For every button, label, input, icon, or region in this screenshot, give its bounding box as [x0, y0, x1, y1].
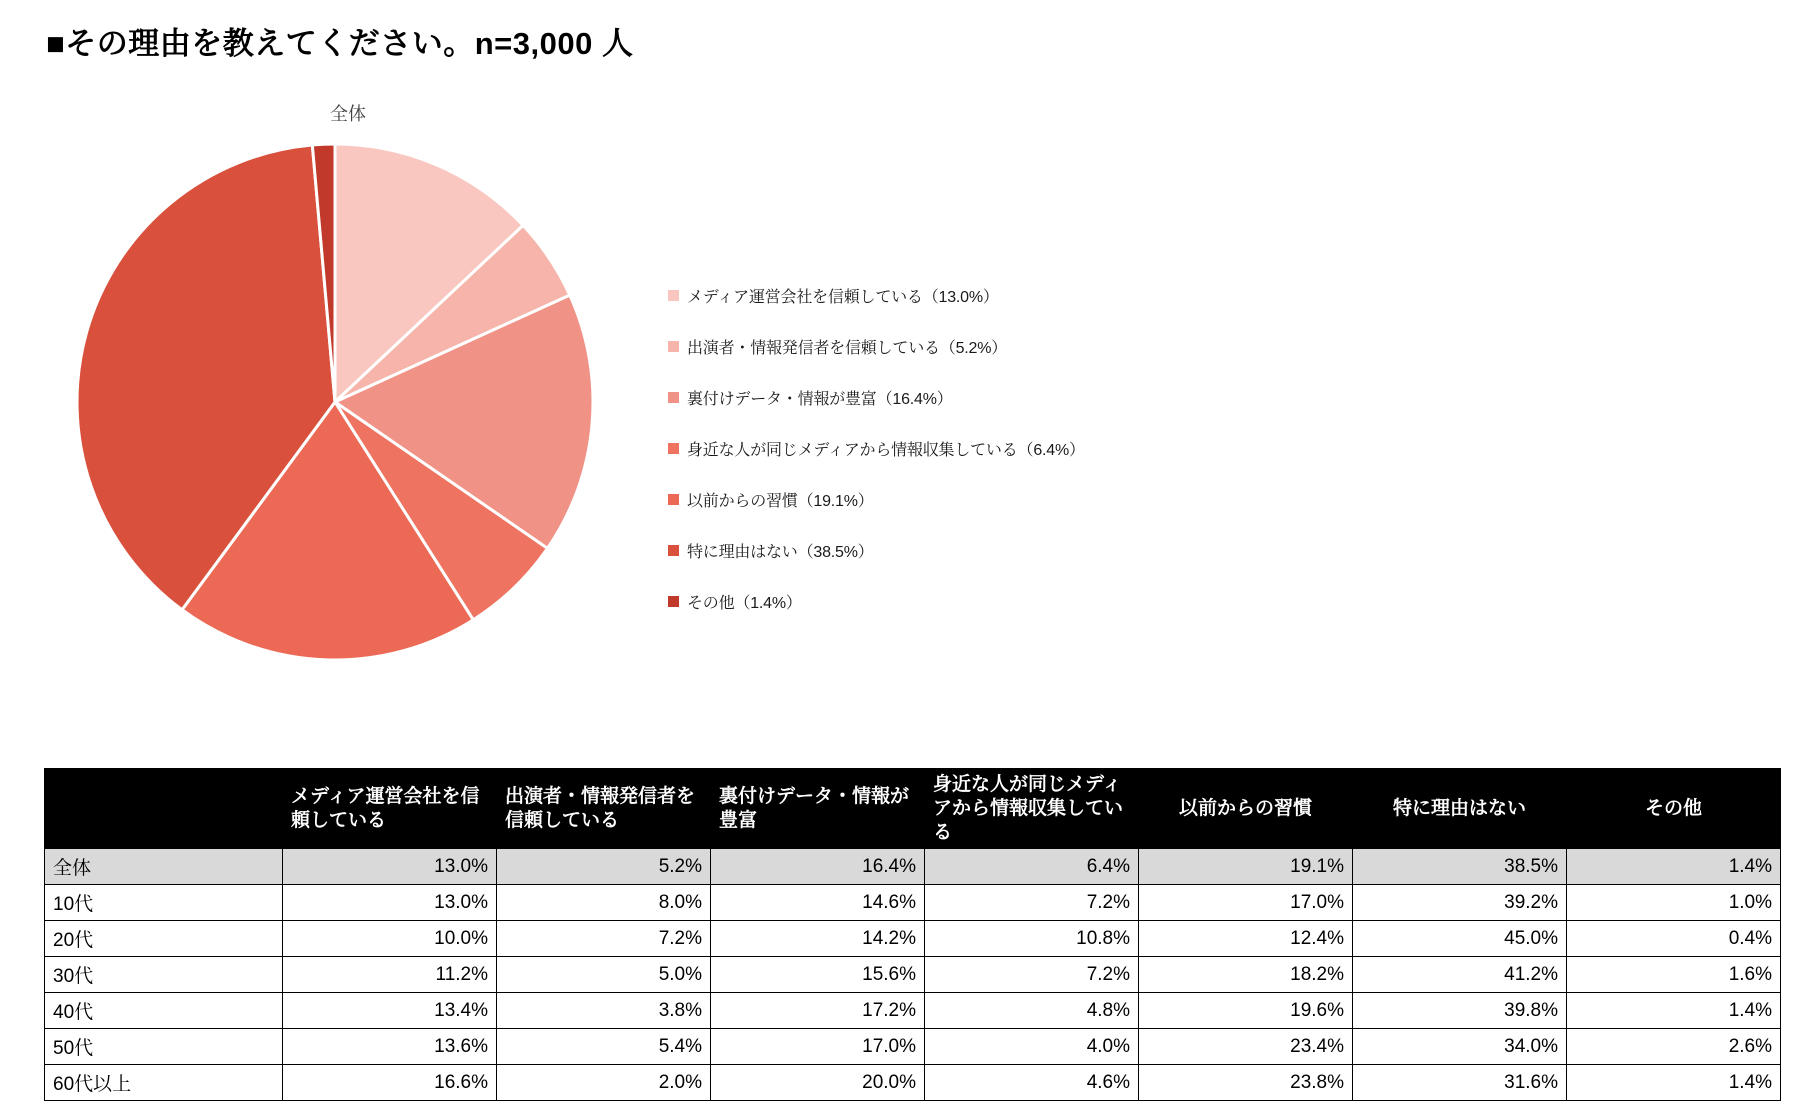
table-header-row [45, 769, 1781, 849]
table-cell: 13.0% [283, 849, 497, 885]
page-title: ■その理由を教えてください。n=3,000 人 [46, 26, 634, 61]
table-cell: 20.0% [711, 1065, 925, 1101]
legend-item [668, 576, 1368, 627]
table-column-header: 出演者・情報発信者を信頼している [497, 769, 711, 849]
table-cell: 1.6% [1567, 957, 1781, 993]
table-cell: 3.8% [497, 993, 711, 1029]
table-cell: 6.4% [925, 849, 1139, 885]
legend-item-label: メディア運営会社を信頼している（13.0%） [687, 289, 999, 306]
table-row-label: 50代 [45, 1029, 283, 1065]
legend-swatch-icon [668, 290, 679, 301]
table-cell: 7.2% [497, 921, 711, 957]
legend-item-label: 身近な人が同じメディアから情報収集している（6.4%） [687, 442, 1085, 459]
table-row [45, 1065, 1781, 1101]
table-cell: 2.6% [1567, 1029, 1781, 1065]
table-cell: 34.0% [1353, 1029, 1567, 1065]
table-column-header: 身近な人が同じメディアから情報収集している [925, 769, 1139, 849]
pie-chart-section [0, 95, 1812, 735]
table-row [45, 993, 1781, 1029]
table-cell: 1.4% [1567, 849, 1781, 885]
table-column-header: メディア運営会社を信頼している [283, 769, 497, 849]
table-cell: 1.4% [1567, 1065, 1781, 1101]
table-cell: 14.2% [711, 921, 925, 957]
table-corner-cell [45, 769, 283, 849]
table-cell: 16.6% [283, 1065, 497, 1101]
table-cell: 12.4% [1139, 921, 1353, 957]
table-cell: 2.0% [497, 1065, 711, 1101]
table-cell: 17.0% [1139, 885, 1353, 921]
table-cell: 39.8% [1353, 993, 1567, 1029]
table-row [45, 921, 1781, 957]
legend-item [668, 372, 1368, 423]
pie-chart-svg [55, 122, 615, 682]
legend-item [668, 474, 1368, 525]
table-cell: 13.4% [283, 993, 497, 1029]
legend-item [668, 525, 1368, 576]
table-cell: 10.0% [283, 921, 497, 957]
table-cell: 4.0% [925, 1029, 1139, 1065]
pie-chart-caption: 全体 [330, 104, 366, 124]
table-cell: 18.2% [1139, 957, 1353, 993]
table-cell: 4.8% [925, 993, 1139, 1029]
table-cell: 17.0% [711, 1029, 925, 1065]
legend-swatch-icon [668, 341, 679, 352]
table-cell: 17.2% [711, 993, 925, 1029]
table-cell: 41.2% [1353, 957, 1567, 993]
table-row-label: 全体 [45, 849, 283, 885]
table-cell: 38.5% [1353, 849, 1567, 885]
table-cell: 5.0% [497, 957, 711, 993]
table-cell: 0.4% [1567, 921, 1781, 957]
legend-item-label: その他（1.4%） [687, 595, 802, 612]
table-cell: 11.2% [283, 957, 497, 993]
table-cell: 5.4% [497, 1029, 711, 1065]
legend-swatch-icon [668, 545, 679, 556]
table-cell: 23.4% [1139, 1029, 1353, 1065]
legend-item-label: 以前からの習慣（19.1%） [687, 493, 874, 510]
table-column-header: 以前からの習慣 [1139, 769, 1353, 849]
pie-slices [77, 144, 593, 660]
table-row [45, 849, 1781, 885]
legend-item-label: 特に理由はない（38.5%） [687, 544, 874, 561]
table-column-header: 特に理由はない [1353, 769, 1567, 849]
legend-swatch-icon [668, 494, 679, 505]
table-cell: 13.0% [283, 885, 497, 921]
legend-item-label: 出演者・情報発信者を信頼している（5.2%） [687, 340, 1008, 357]
table-row-label: 20代 [45, 921, 283, 957]
table-cell: 39.2% [1353, 885, 1567, 921]
data-table [44, 768, 1781, 1101]
legend-item [668, 423, 1368, 474]
table-column-header: その他 [1567, 769, 1781, 849]
table-body [45, 849, 1781, 1101]
table-cell: 45.0% [1353, 921, 1567, 957]
table-row-label: 40代 [45, 993, 283, 1029]
table-row [45, 957, 1781, 993]
table-row [45, 1029, 1781, 1065]
table-cell: 5.2% [497, 849, 711, 885]
pie-chart-legend [668, 270, 1368, 627]
table-row-label: 30代 [45, 957, 283, 993]
table-cell: 8.0% [497, 885, 711, 921]
table-cell: 4.6% [925, 1065, 1139, 1101]
table-cell: 7.2% [925, 885, 1139, 921]
legend-item [668, 270, 1368, 321]
table-cell: 1.4% [1567, 993, 1781, 1029]
table-cell: 7.2% [925, 957, 1139, 993]
table-cell: 13.6% [283, 1029, 497, 1065]
table-row-label: 60代以上 [45, 1065, 283, 1101]
table-cell: 19.1% [1139, 849, 1353, 885]
table-header [45, 769, 1781, 849]
table-cell: 1.0% [1567, 885, 1781, 921]
table-cell: 19.6% [1139, 993, 1353, 1029]
table-row-label: 10代 [45, 885, 283, 921]
legend-swatch-icon [668, 443, 679, 454]
legend-swatch-icon [668, 392, 679, 403]
table-column-header: 裏付けデータ・情報が豊富 [711, 769, 925, 849]
legend-item [668, 321, 1368, 372]
table-row [45, 885, 1781, 921]
table-cell: 14.6% [711, 885, 925, 921]
table-cell: 10.8% [925, 921, 1139, 957]
table-cell: 31.6% [1353, 1065, 1567, 1101]
legend-swatch-icon [668, 596, 679, 607]
legend-item-label: 裏付けデータ・情報が豊富（16.4%） [687, 391, 953, 408]
pie-chart [55, 122, 615, 682]
table-cell: 15.6% [711, 957, 925, 993]
table-cell: 16.4% [711, 849, 925, 885]
table-cell: 23.8% [1139, 1065, 1353, 1101]
